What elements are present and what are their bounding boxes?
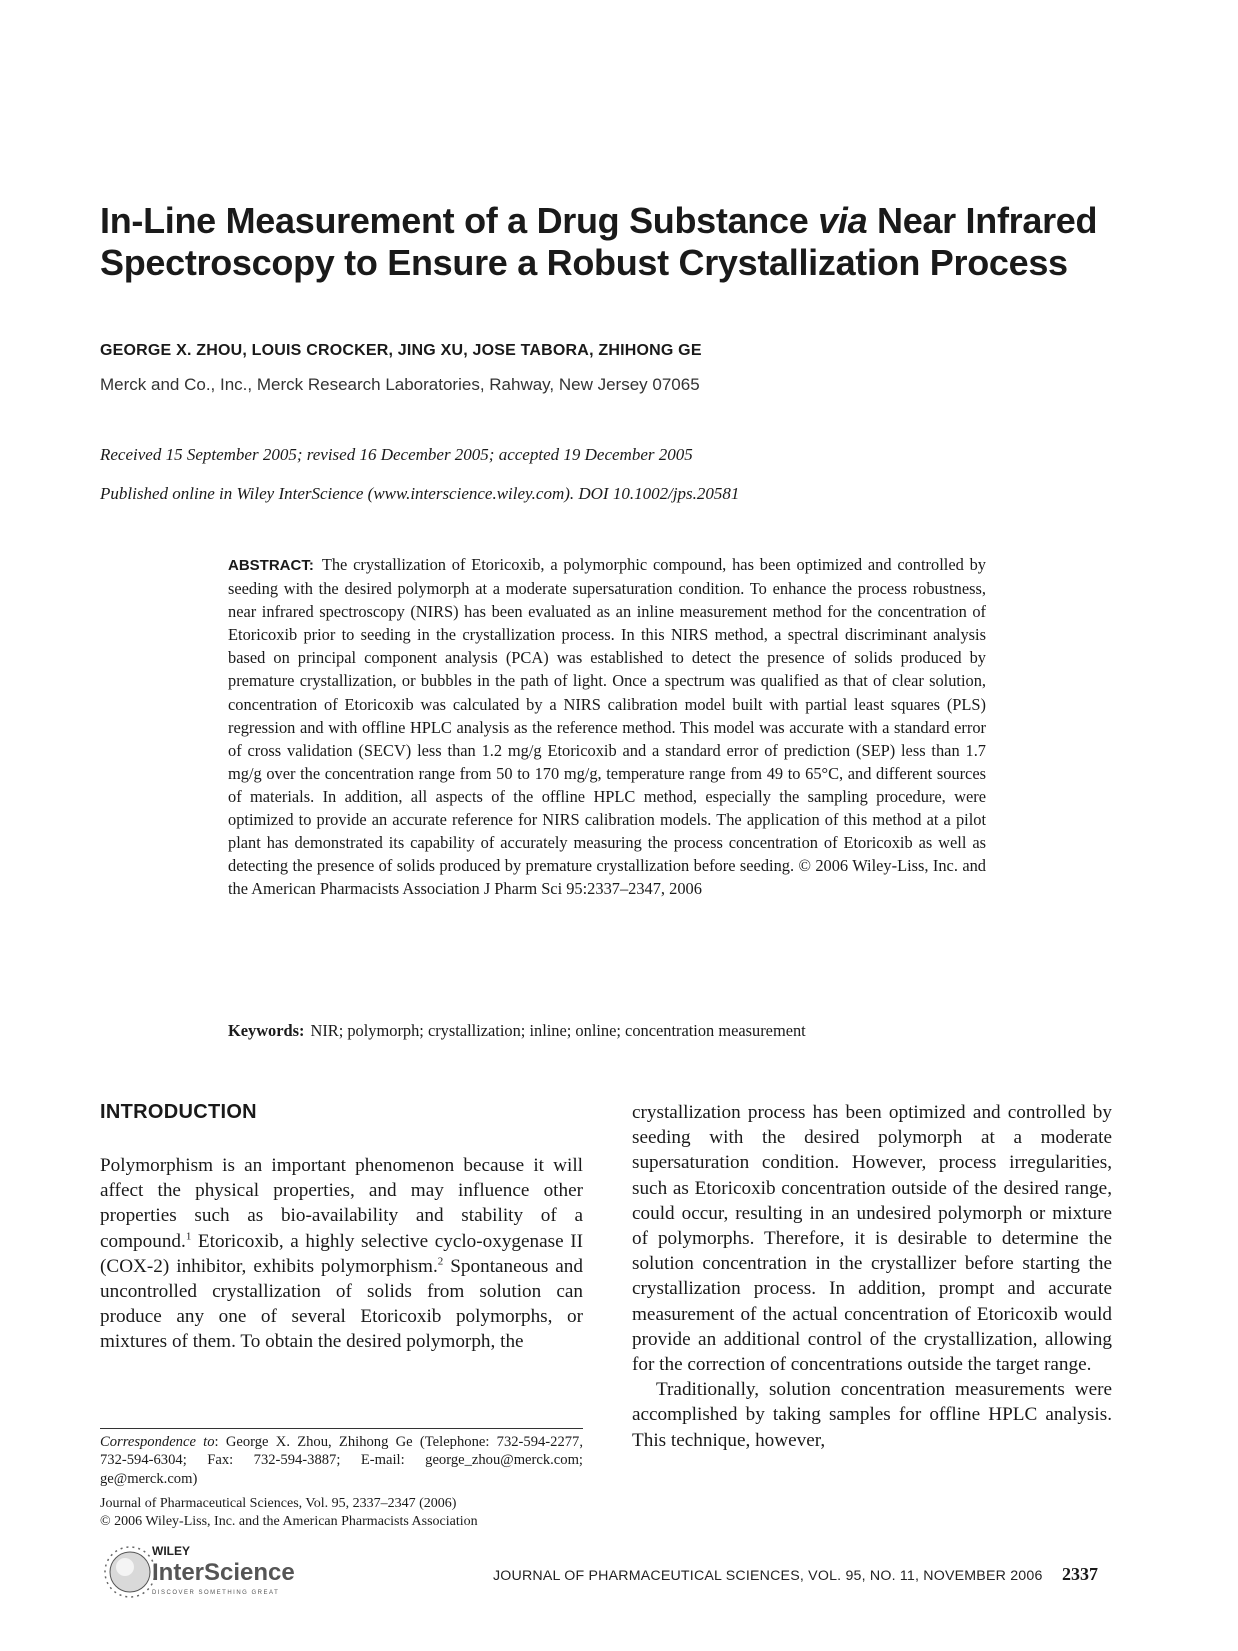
intro-right-paragraph-2: Traditionally, solution concentration measurements were accomplished by taking samples for offline HPLC analysis. This technique, however,: [632, 1379, 1112, 1451]
affiliation: Merck and Co., Inc., Merck Research Laboratories, Rahway, New Jersey 07065: [100, 375, 700, 394]
received-dates: Received 15 September 2005; revised 16 December 2005; accepted 19 December 2005: [100, 445, 693, 464]
title-via: via: [818, 200, 868, 241]
correspondence-text: : George X. Zhou, Zhihong Ge (Telephone: 732-594-2277, 732-594-6304; Fax: 732-594-3887; E-mail: george_zhou@merck.com; ge@merck.com): [100, 1434, 583, 1487]
abstract: [228, 553, 986, 900]
abstract-label: ABSTRACT:: [228, 557, 314, 574]
page-number: 2337: [1062, 1564, 1098, 1584]
logo-interscience-text: InterScience: [152, 1559, 295, 1586]
intro-text-b: Etoricoxib, a highly selective cyclo-oxygenase II (COX-2) inhibitor, exhibits polymorphism.: [100, 1230, 583, 1277]
keywords-label: Keywords:: [228, 1021, 305, 1040]
intro-right-column: [632, 1100, 1112, 1453]
logo-wiley-text: WILEY: [152, 1544, 190, 1558]
copyright-line: © 2006 Wiley-Liss, Inc. and the American Pharmacists Association: [100, 1513, 478, 1529]
footnote-divider: [100, 1428, 583, 1429]
logo-globe-icon: [100, 1540, 340, 1600]
correspondence-note: [100, 1433, 583, 1488]
section-heading-introduction: INTRODUCTION: [100, 1101, 257, 1123]
intro-right-paragraph-1: crystallization process has been optimized and controlled by seeding with the desired polymorph at a moderate supersaturation condition. However, process irregularities, such as Etoricoxib concentration outside of the desired range, could occur, resulting in an undesired polymorph or mixture of polymorphs. Therefore, it is desirable to determine the solution concentration in the crystallizer before starting the crystallization process. In addition, prompt and accurate measurement of the actual concentration of Etoricoxib would provide an additional control of the crystallization, allowing for the correction of concentrations outside the target range.: [632, 1102, 1112, 1376]
intro-text-a: Polymorphism is an important phenomenon because it will affect the physical properties, and may influence other properties such as bio-availability and stability of a compound.: [100, 1155, 583, 1252]
reference-1[interactable]: 1: [185, 1230, 192, 1243]
correspondence-label: Correspondence to: [100, 1434, 215, 1450]
author-list: GEORGE X. ZHOU, LOUIS CROCKER, JING XU, JOSE TABORA, ZHIHONG GE: [100, 342, 702, 359]
journal-citation-note: [100, 1495, 583, 1530]
wiley-interscience-logo: [100, 1540, 340, 1600]
publication-info: Published online in Wiley InterScience (www.interscience.wiley.com). DOI 10.1002/jps.20581: [100, 484, 740, 503]
title-part-2: Near Infrared Spectroscopy to Ensure a Robust Crystallization Process: [100, 200, 1098, 283]
article-title: [100, 200, 1160, 284]
logo-tagline: DISCOVER SOMETHING GREAT: [152, 1590, 280, 1596]
intro-left-column: [100, 1153, 583, 1355]
title-part-1: In-Line Measurement of a Drug Substance: [100, 200, 819, 241]
running-footer-journal: JOURNAL OF PHARMACEUTICAL SCIENCES, VOL. 95, NO. 11, NOVEMBER 2006: [493, 1568, 1043, 1584]
abstract-text: The crystallization of Etoricoxib, a polymorphic compound, has been optimized and controlled by seeding with the desired polymorph at a moderate supersaturation condition. To enhance the process robustness, near infrared spectroscopy (NIRS) has been evaluated as an inline measurement method for the concentration of Etoricoxib prior to seeding in the crystallization process. In this NIRS method, a spectral discriminant analysis based on principal component analysis (PCA) was established to detect the presence of solids produced by premature crystallization, or bubbles in the path of light. Once a spectrum was qualified as that of clear solution, concentration of Etoricoxib was calculated by a NIRS calibration model built with partial least squares (PLS) regression and with offline HPLC analysis as the reference method. This model was accurate with a standard error of cross validation (SECV) less than 1.2 mg/g Etoricoxib and a standard error of prediction (SEP) less than 1.7 mg/g over the concentration range from 50 to 170 mg/g, temperature range from 49 to 65°C, and different sources of materials. In addition, all aspects of the offline HPLC method, especially the sampling procedure, were optimized to provide an accurate reference for NIRS calibration models. The application of this method at a pilot plant has demonstrated its capability of accurately measuring the process concentration of Etoricoxib as well as detecting the presence of solids produced by premature crystallization before seeding. © 2006 Wiley-Liss, Inc. and the American Pharmacists Association J Pharm Sci 95:2337–2347, 2006: [228, 555, 986, 899]
reference-2[interactable]: 2: [437, 1255, 444, 1268]
intro-text-c: Spontaneous and uncontrolled crystallization of solids from solution can produce any one of several Etoricoxib polymorphs, or mixtures of them. To obtain the desired polymorph, the: [100, 1255, 583, 1353]
keywords: [228, 1019, 986, 1042]
journal-line: Journal of Pharmaceutical Sciences, Vol. 95, 2337–2347 (2006): [100, 1496, 457, 1511]
keywords-text: NIR; polymorph; crystallization; inline; online; concentration measurement: [310, 1021, 806, 1040]
